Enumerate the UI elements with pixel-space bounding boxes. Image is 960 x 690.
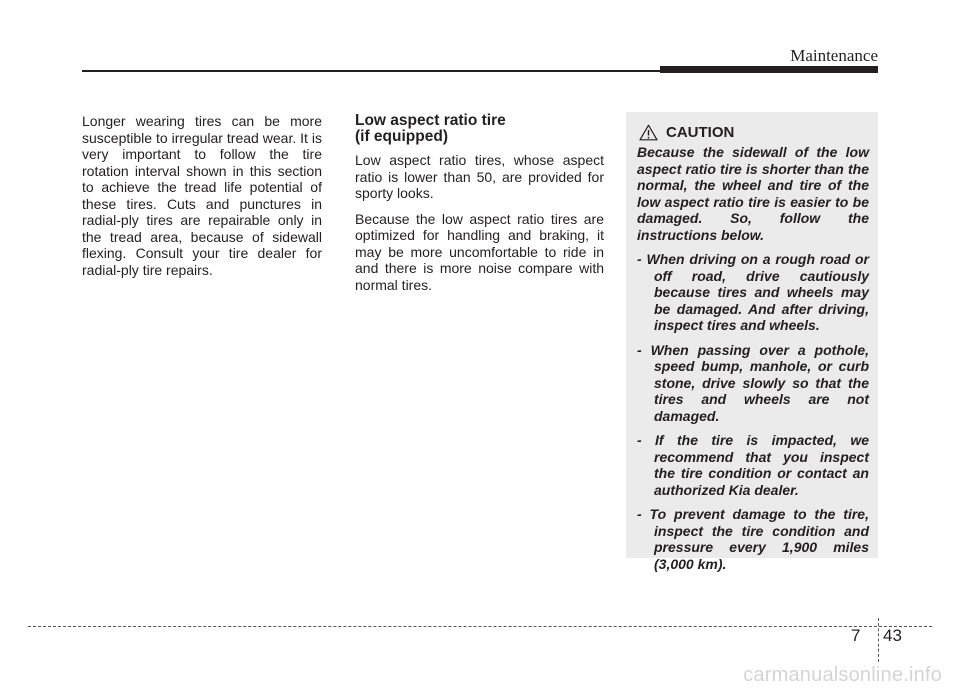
watermark: carmanualsonline.info: [743, 664, 942, 686]
caution-item-rough-road: - When driving on a rough road or off road, drive cautiously because tires and wheels may be damaged. And after driving, inspect tires and wheels.: [637, 251, 869, 333]
caution-header: [639, 122, 734, 142]
low-aspect-paragraph-2: Because the low aspect ratio tires are optimized for handling and braking, it may be more uncomfortable to ride in and there is more noise compare with normal tires.: [355, 210, 604, 293]
middle-column: [355, 113, 604, 302]
chapter-number: 7: [851, 626, 861, 645]
warning-triangle-icon: [639, 124, 658, 141]
page-number-divider: [878, 618, 879, 662]
heading-line-1: Low aspect ratio tire: [355, 112, 506, 129]
caution-item-pothole: - When passing over a pothole, speed bump, manhole, or curb stone, drive slowly so that the tires and wheels are not damaged.: [637, 341, 869, 424]
caution-title: CAUTION: [666, 123, 735, 141]
caution-list: [637, 251, 869, 572]
heading-line-2: (if equipped): [355, 128, 448, 145]
tire-wear-paragraph: Longer wearing tires can be more susceptible to irregular tread wear. It is very important to follow the tire rotation interval shown in this section to achieve the tread life potential of these tires. Cuts and punctures in radial-ply tires are repairable only in the tread area, because of sidewall flexing. Consult your tire dealer for radial-ply tire repairs.: [82, 113, 322, 278]
section-title: Maintenance: [790, 46, 878, 65]
caution-box: [626, 112, 878, 572]
caution-body: [637, 144, 869, 580]
low-aspect-paragraph-1: Low aspect ratio tires, whose aspect ratio is lower than 50, are provided for sporty looks.: [355, 152, 604, 201]
page-number: 43: [883, 626, 902, 645]
header-rule-thin: [82, 70, 660, 72]
caution-intro: Because the sidewall of the low aspect ratio tire is shorter than the normal, the wheel and tire of the low aspect ratio tire is easier to be damaged. So, follow the instructions below.: [637, 144, 869, 243]
header-rule-thick: [660, 66, 878, 73]
left-column: [82, 113, 322, 287]
footer-dashed-rule: [28, 626, 932, 627]
low-aspect-heading: [355, 113, 604, 145]
caution-item-impact: - If the tire is impacted, we recommend that you inspect the tire condition or contact an authorized Kia dealer.: [637, 432, 869, 498]
caution-item-inspect-pressure: - To prevent damage to the tire, inspect the tire condition and pressure every 1,900 miles (3,000 km).: [637, 506, 869, 572]
